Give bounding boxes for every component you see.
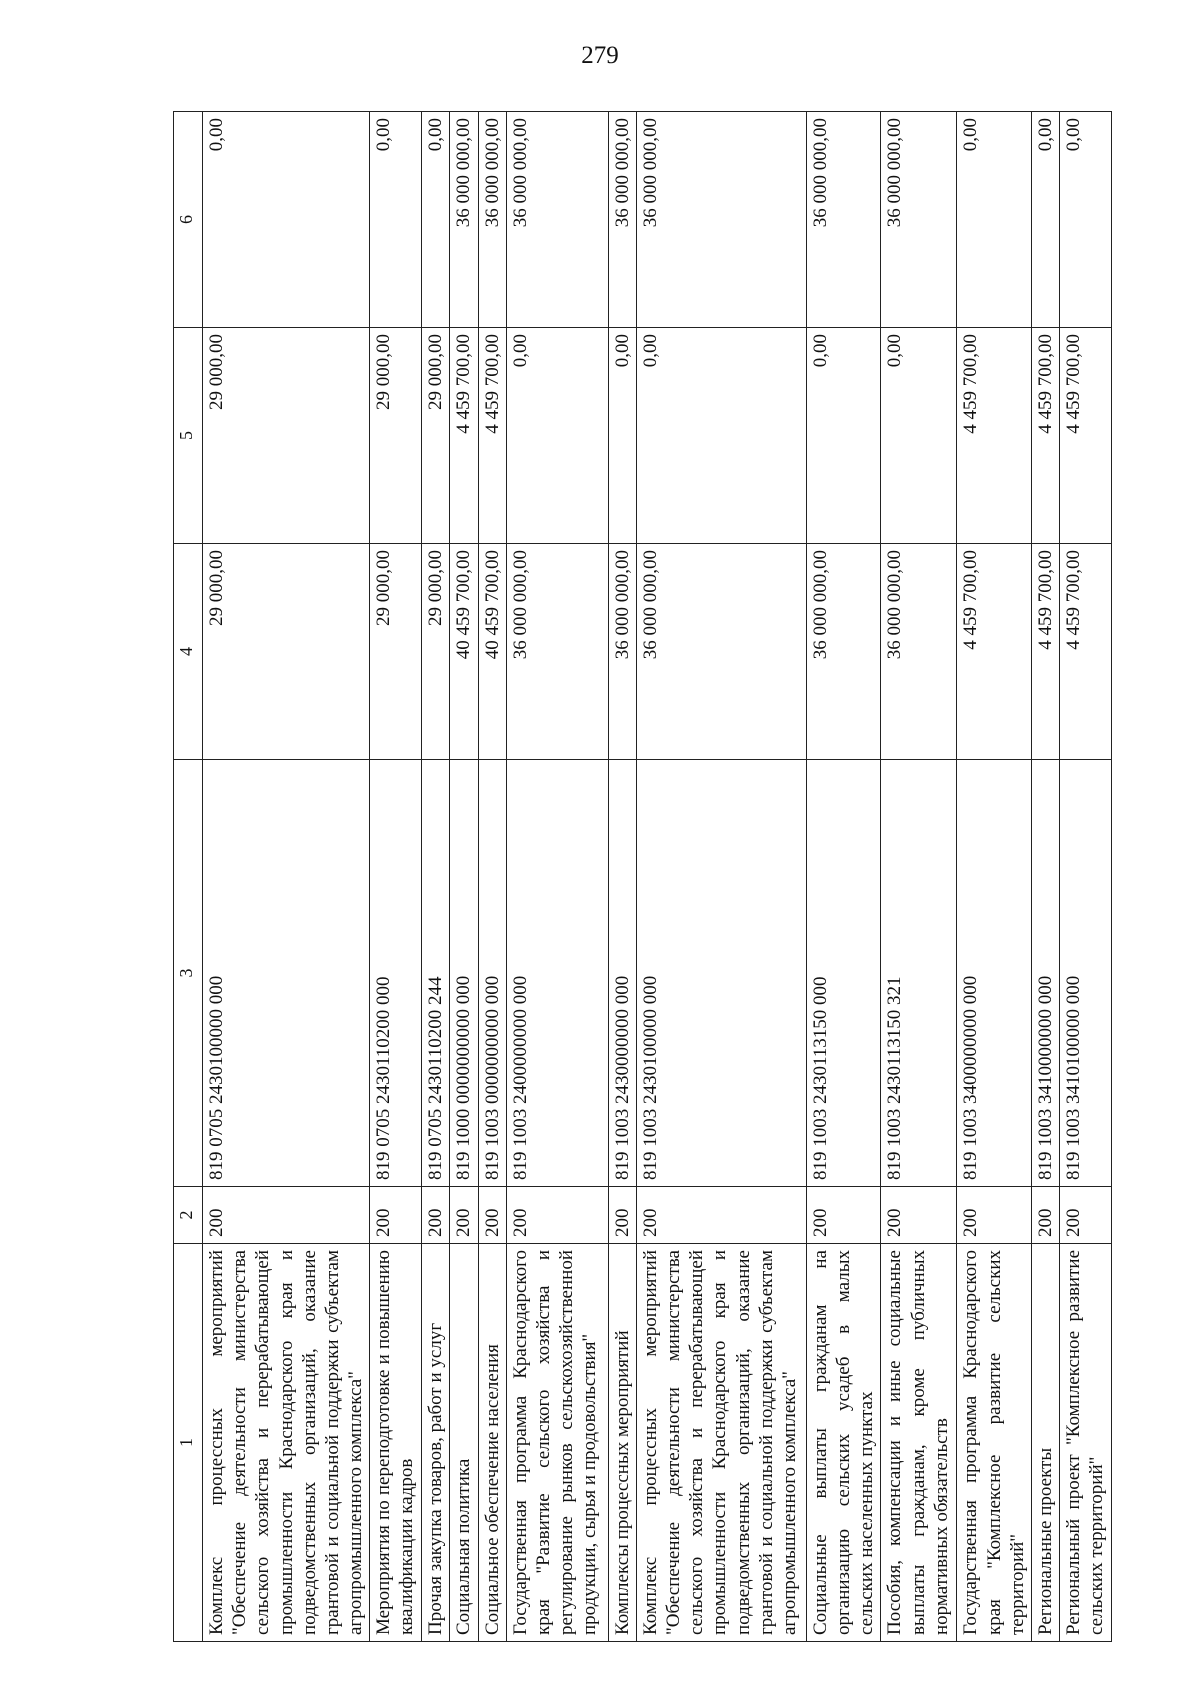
row-kbk: 819 1003 2430000000 000 [608,760,636,1187]
row-col4: 40 459 700,00 [450,544,478,760]
row-col4: 29 000,00 [422,544,450,760]
page-number: 279 [581,42,619,69]
row-name: Мероприятия по переподготовке и повышению квалификации кадров [370,1244,422,1642]
row-code: 200 [422,1187,450,1244]
row-col5: 4 459 700,00 [450,328,478,544]
row-name: Комплексы процессных мероприятий [608,1244,636,1642]
table-row [1060,112,1112,1642]
row-col4: 36 000 000,00 [806,544,881,760]
row-col6: 0,00 [203,112,370,328]
row-name: Пособия, компенсации и иные социальные выплаты гражданам, кроме публичных нормативных обязательств [881,1244,957,1642]
row-col5: 4 459 700,00 [1031,328,1059,544]
row-col4: 36 000 000,00 [506,544,608,760]
row-code: 200 [478,1187,506,1244]
row-code: 200 [957,1187,1032,1244]
table-row [1031,112,1059,1642]
row-col4: 36 000 000,00 [608,544,636,760]
row-col6: 0,00 [957,112,1032,328]
row-col5: 4 459 700,00 [957,328,1032,544]
row-col6: 0,00 [1060,112,1112,328]
table-header-row [174,112,203,1642]
row-kbk: 819 0705 2430110200 244 [422,760,450,1187]
row-code: 200 [506,1187,608,1244]
row-col4: 4 459 700,00 [1031,544,1059,760]
table-row [636,112,806,1642]
table-row [957,112,1032,1642]
table-row [506,112,608,1642]
header-col-1: 1 [174,1244,203,1642]
row-code: 200 [806,1187,881,1244]
row-col5: 0,00 [881,328,957,544]
row-kbk: 819 0705 2430110200 000 [370,760,422,1187]
row-col5: 4 459 700,00 [1060,328,1112,544]
table-row [806,112,881,1642]
row-kbk: 819 1003 3410100000 000 [1060,760,1112,1187]
row-code: 200 [636,1187,806,1244]
row-col5: 0,00 [636,328,806,544]
row-name: Региональные проекты [1031,1244,1059,1642]
table-row [422,112,450,1642]
row-kbk: 819 1003 2430113150 000 [806,760,881,1187]
row-col4: 4 459 700,00 [957,544,1032,760]
row-code: 200 [1031,1187,1059,1244]
row-col6: 0,00 [422,112,450,328]
row-col6: 36 000 000,00 [506,112,608,328]
row-kbk: 819 0705 2430100000 000 [203,760,370,1187]
rotated-table-container [173,112,1108,1642]
table-row [881,112,957,1642]
row-col6: 36 000 000,00 [608,112,636,328]
table-row [203,112,370,1642]
row-col5: 29 000,00 [203,328,370,544]
header-col-3: 3 [174,760,203,1187]
row-col6: 0,00 [370,112,422,328]
row-name: Комплекс процессных мероприятий "Обеспечение деятельности министерства сельского хозяйства и перерабатывающей промышленности Краснодарского края и подведомственных организаций, оказание грантовой и социальной поддержки субъектам агропромышленного комплекса" [203,1244,370,1642]
row-name: Социальное обеспечение населения [478,1244,506,1642]
row-col6: 36 000 000,00 [450,112,478,328]
row-code: 200 [450,1187,478,1244]
row-col5: 0,00 [806,328,881,544]
row-name: Государственная программа Краснодарского края "Развитие сельского хозяйства и регулирование рынков сельскохозяйственной продукции, сырья и продовольствия" [506,1244,608,1642]
row-kbk: 819 1003 2400000000 000 [506,760,608,1187]
row-kbk: 819 1000 0000000000 000 [450,760,478,1187]
row-col4: 4 459 700,00 [1060,544,1112,760]
row-col4: 40 459 700,00 [478,544,506,760]
row-name: Социальная политика [450,1244,478,1642]
row-name: Государственная программа Краснодарского края "Комплексное развитие сельских территорий" [957,1244,1032,1642]
table-row [478,112,506,1642]
row-kbk: 819 1003 3400000000 000 [957,760,1032,1187]
row-col6: 36 000 000,00 [806,112,881,328]
row-code: 200 [1060,1187,1112,1244]
row-col5: 0,00 [608,328,636,544]
header-col-4: 4 [174,544,203,760]
row-col4: 29 000,00 [370,544,422,760]
table-row [450,112,478,1642]
row-col5: 0,00 [506,328,608,544]
row-kbk: 819 1003 2430113150 321 [881,760,957,1187]
table-row [370,112,422,1642]
row-col6: 36 000 000,00 [478,112,506,328]
row-col4: 36 000 000,00 [881,544,957,760]
row-name: Комплекс процессных мероприятий "Обеспечение деятельности министерства сельского хозяйства и перерабатывающей промышленности Краснодарского края и подведомственных организаций, оказание грантовой и социальной поддержки субъектам агропромышленного комплекса" [636,1244,806,1642]
table-row [608,112,636,1642]
row-col6: 36 000 000,00 [881,112,957,328]
row-code: 200 [608,1187,636,1244]
row-name: Социальные выплаты гражданам на организацию сельских усадеб в малых сельских населенных пунктах [806,1244,881,1642]
row-col6: 36 000 000,00 [636,112,806,328]
header-col-5: 5 [174,328,203,544]
row-col5: 4 459 700,00 [478,328,506,544]
header-col-2: 2 [174,1187,203,1244]
row-kbk: 819 1003 3410000000 000 [1031,760,1059,1187]
row-name: Прочая закупка товаров, работ и услуг [422,1244,450,1642]
budget-table [173,111,1112,1642]
row-col6: 0,00 [1031,112,1059,328]
header-col-6: 6 [174,112,203,328]
row-col5: 29 000,00 [370,328,422,544]
row-col5: 29 000,00 [422,328,450,544]
row-code: 200 [370,1187,422,1244]
row-kbk: 819 1003 2430100000 000 [636,760,806,1187]
row-kbk: 819 1003 0000000000 000 [478,760,506,1187]
row-code: 200 [881,1187,957,1244]
row-code: 200 [203,1187,370,1244]
row-name: Региональный проект "Комплексное развитие сельских территорий" [1060,1244,1112,1642]
row-col4: 29 000,00 [203,544,370,760]
row-col4: 36 000 000,00 [636,544,806,760]
